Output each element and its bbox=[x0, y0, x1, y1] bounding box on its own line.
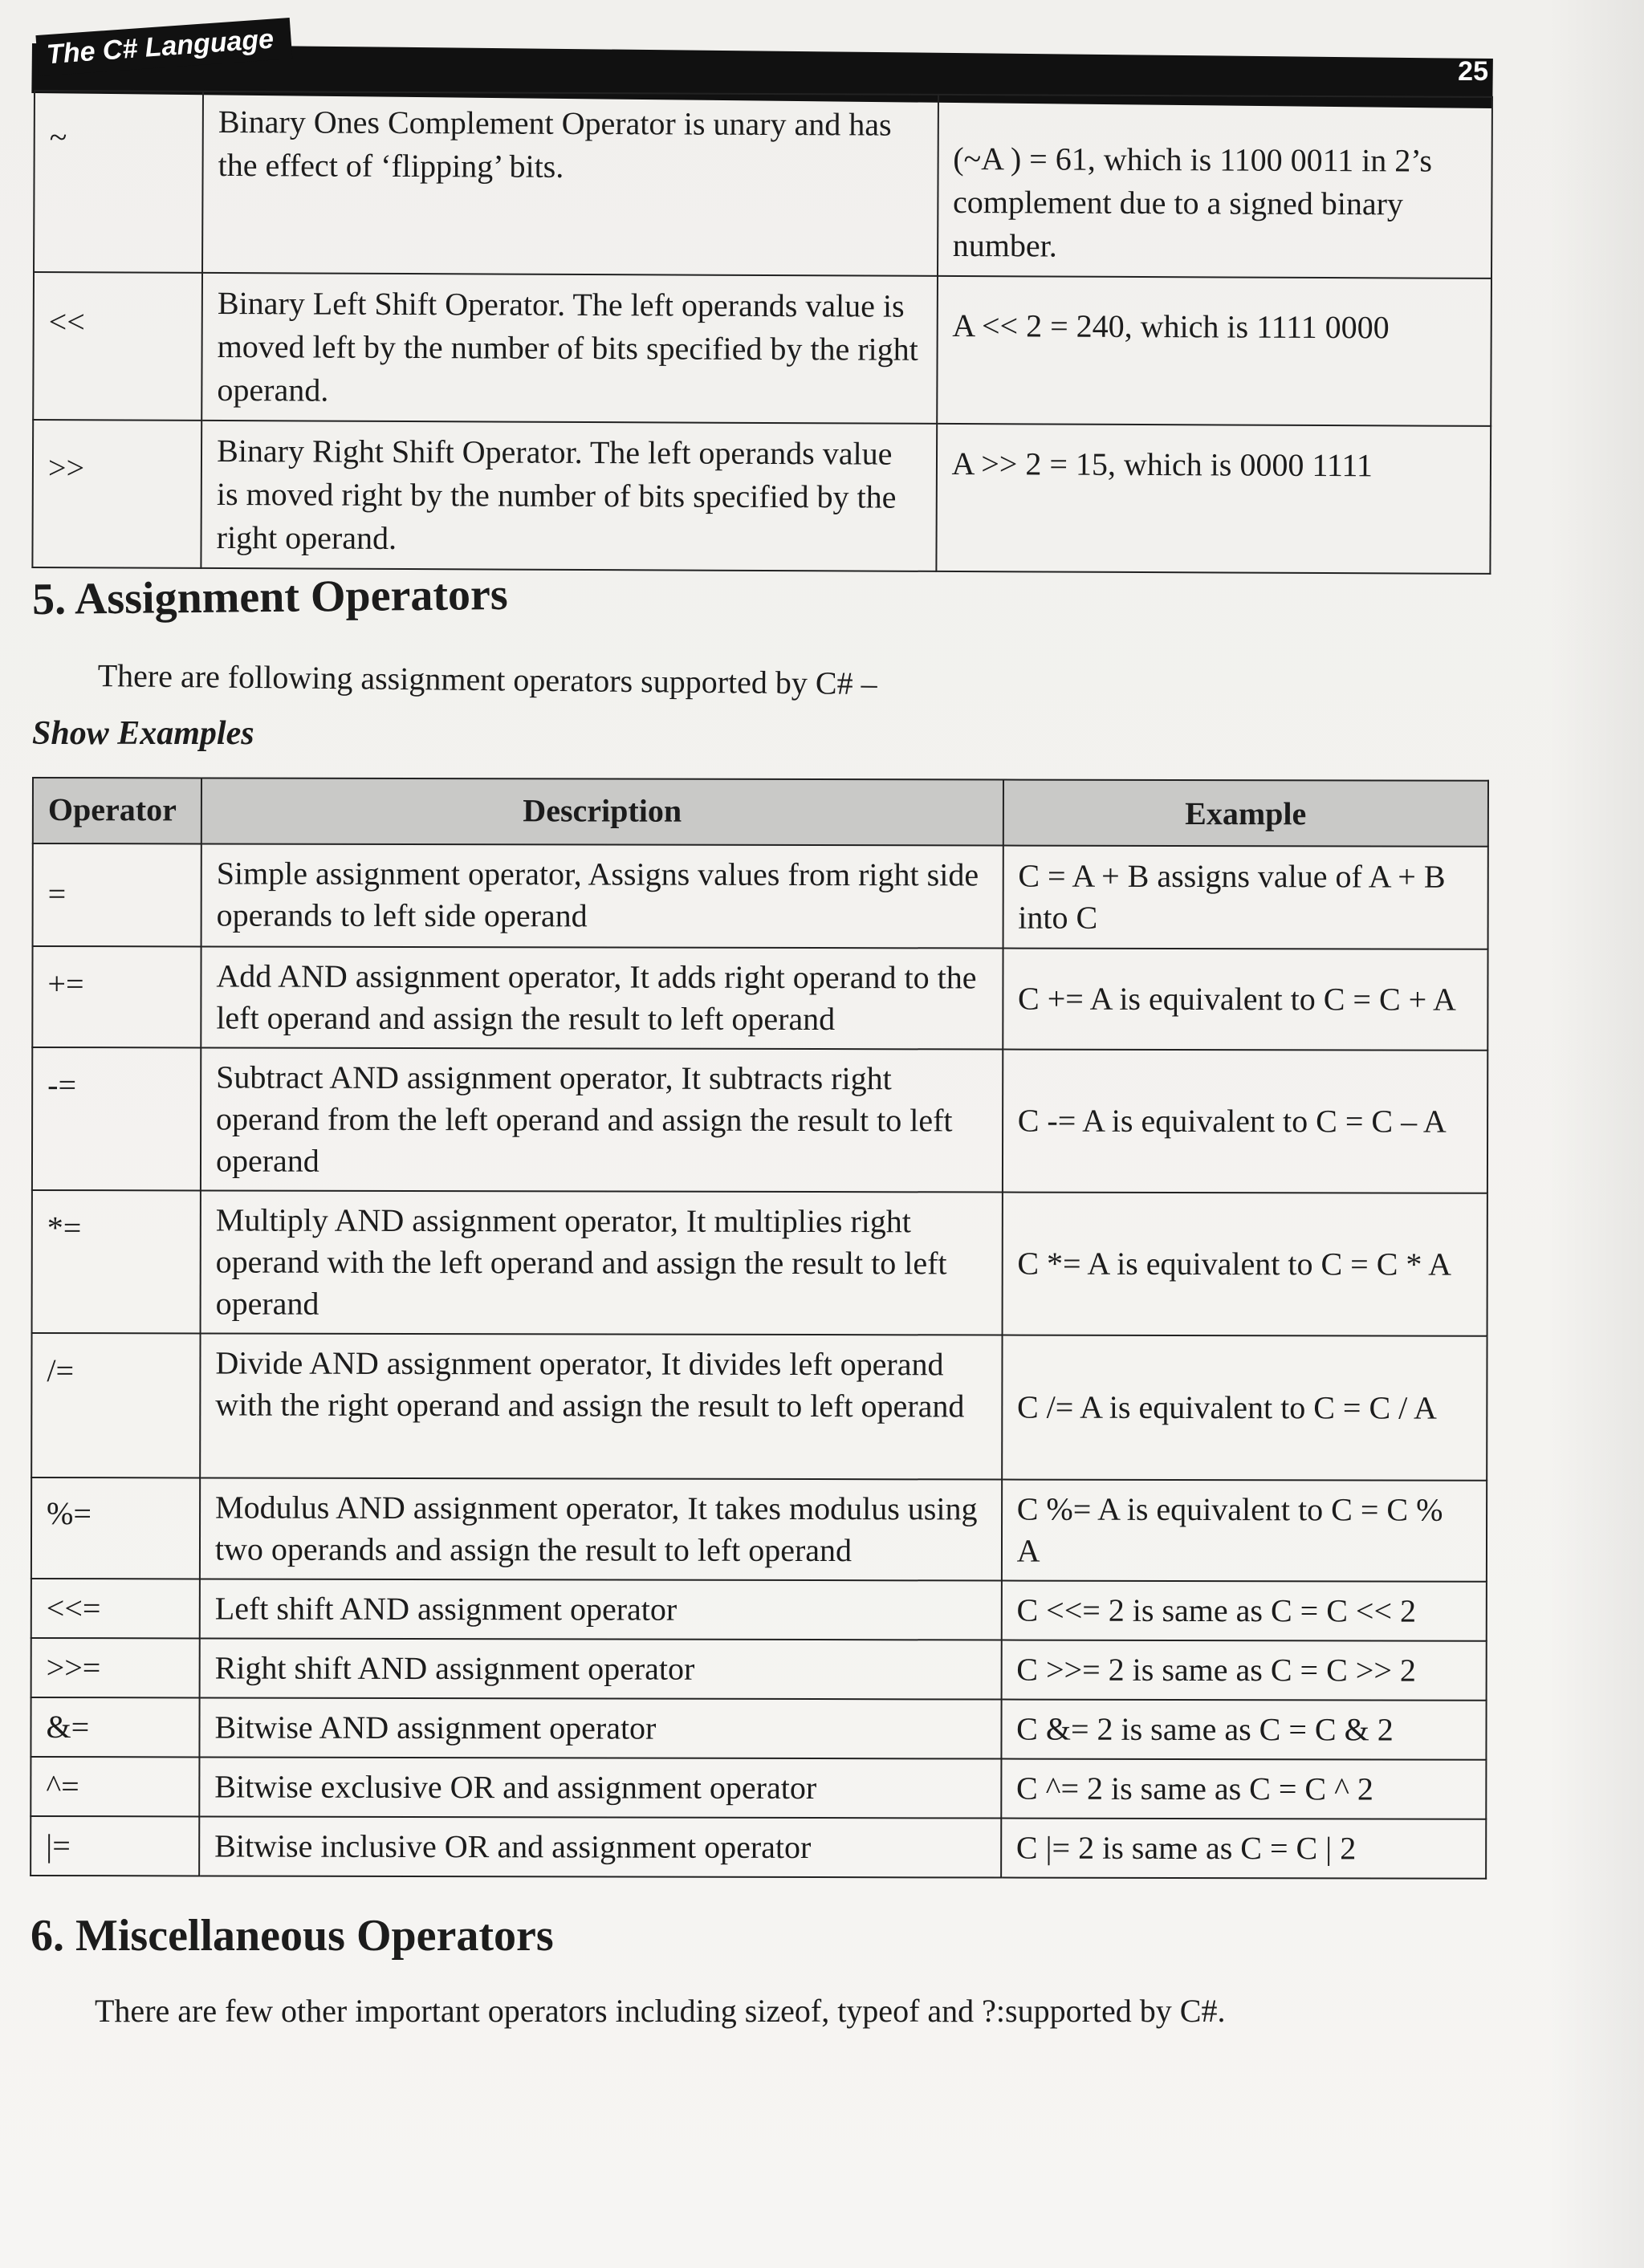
table-row bbox=[31, 1477, 1487, 1582]
operator-cell: -= bbox=[32, 1047, 201, 1190]
operator-cell: <<= bbox=[31, 1579, 200, 1638]
description-cell: Divide AND assignment operator, It divides left operand with the right operand and assign the result to left operand bbox=[200, 1333, 1002, 1479]
example-cell: C >>= 2 is same as C = C >> 2 bbox=[1001, 1640, 1486, 1701]
column-header-operator: Operator bbox=[33, 778, 201, 843]
description-cell: Multiply AND assignment operator, It multiplies right operand with the left operand and assign the result to left operand bbox=[201, 1190, 1003, 1335]
operator-cell: %= bbox=[31, 1477, 200, 1579]
operator-cell: ^= bbox=[31, 1757, 199, 1816]
example-cell: C <<= 2 is same as C = C << 2 bbox=[1001, 1581, 1486, 1641]
bitwise-operators-table bbox=[31, 90, 1493, 575]
show-examples-label: Show Examples bbox=[32, 715, 254, 752]
operator-cell: /= bbox=[31, 1333, 200, 1477]
description-cell: Bitwise inclusive OR and assignment operator bbox=[199, 1816, 1001, 1877]
description-cell: Modulus AND assignment operator, It takes modulus using two operands and assign the result to left operand bbox=[200, 1477, 1002, 1580]
operator-cell: ~ bbox=[34, 91, 203, 273]
column-header-example: Example bbox=[1003, 780, 1488, 847]
example-cell: C /= A is equivalent to C = C / A bbox=[1002, 1335, 1487, 1481]
section-title-miscellaneous-operators: 6. Miscellaneous Operators bbox=[31, 1911, 554, 1961]
section-intro-miscellaneous: There are few other important operators including sizeof, typeof and ?:supported by C#. bbox=[95, 1993, 1226, 2029]
page-edge-shadow bbox=[1548, 0, 1644, 2268]
page-header bbox=[32, 11, 1493, 91]
table-row bbox=[31, 1579, 1487, 1641]
operator-cell: &= bbox=[31, 1697, 199, 1757]
column-header-description: Description bbox=[201, 778, 1003, 845]
assignment-operators-table bbox=[30, 777, 1489, 1880]
table-row bbox=[31, 1757, 1486, 1819]
table-row bbox=[31, 1816, 1486, 1879]
page-number: 25 bbox=[1458, 56, 1488, 87]
example-cell: C += A is equivalent to C = C + A bbox=[1003, 949, 1488, 1051]
description-cell: Simple assignment operator, Assigns values from right side operands to left side operand bbox=[201, 843, 1003, 948]
example-cell: C ^= 2 is same as C = C ^ 2 bbox=[1001, 1759, 1486, 1819]
table-row bbox=[31, 1697, 1486, 1760]
example-cell: C = A + B assigns value of A + B into C bbox=[1003, 846, 1488, 949]
table-row bbox=[31, 1333, 1487, 1481]
table-row bbox=[33, 272, 1491, 426]
table-row bbox=[32, 946, 1487, 1051]
description-cell: Right shift AND assignment operator bbox=[200, 1638, 1002, 1699]
table-header-row bbox=[33, 778, 1488, 847]
description-cell: Subtract AND assignment operator, It subtracts right operand from the left operand and assign the result to left operand bbox=[201, 1047, 1003, 1192]
operator-cell: *= bbox=[32, 1190, 201, 1333]
table-row bbox=[31, 1638, 1487, 1701]
description-cell: Add AND assignment operator, It adds right operand to the left operand and assign the result to left operand bbox=[201, 946, 1003, 1049]
section-intro-assignment: There are following assignment operators supported by C# – bbox=[97, 656, 877, 702]
description-cell: Left shift AND assignment operator bbox=[200, 1579, 1002, 1640]
table-row bbox=[33, 843, 1488, 949]
table-row bbox=[32, 420, 1491, 574]
example-cell: A >> 2 = 15, which is 0000 1111 bbox=[936, 424, 1491, 574]
example-cell: A << 2 = 240, which is 1111 0000 bbox=[937, 276, 1491, 426]
operator-cell: >>= bbox=[31, 1638, 200, 1697]
description-cell: Binary Ones Complement Operator is unary and has the effect of ‘flipping’ bits. bbox=[202, 91, 938, 276]
chapter-title: The C# Language bbox=[35, 18, 292, 76]
operator-cell: << bbox=[33, 272, 202, 421]
operator-cell: = bbox=[33, 843, 201, 946]
example-cell: C &= 2 is same as C = C & 2 bbox=[1001, 1700, 1486, 1760]
example-cell: C %= A is equivalent to C = C % A bbox=[1002, 1480, 1487, 1582]
operator-cell: += bbox=[32, 946, 201, 1047]
table-row bbox=[32, 1047, 1487, 1193]
example-cell: C |= 2 is same as C = C | 2 bbox=[1001, 1819, 1486, 1879]
example-cell: (~A ) = 61, which is 1100 0011 in 2’s complement due to a signed binary number. bbox=[938, 95, 1492, 278]
example-cell: C *= A is equivalent to C = C * A bbox=[1002, 1193, 1487, 1336]
description-cell: Binary Left Shift Operator. The left operands value is moved left by the number of bits specified by the right operand. bbox=[201, 273, 937, 424]
section-title-assignment-operators: 5. Assignment Operators bbox=[31, 569, 508, 625]
example-cell: C -= A is equivalent to C = C – A bbox=[1003, 1050, 1488, 1193]
description-cell: Bitwise exclusive OR and assignment operator bbox=[199, 1757, 1001, 1818]
description-cell: Binary Right Shift Operator. The left operands value is moved right by the number of bits specified by the right operand. bbox=[201, 421, 937, 571]
table-row bbox=[34, 91, 1492, 278]
operator-cell: >> bbox=[32, 420, 201, 568]
operator-cell: |= bbox=[31, 1816, 199, 1876]
table-row bbox=[32, 1190, 1487, 1336]
description-cell: Bitwise AND assignment operator bbox=[199, 1697, 1001, 1758]
